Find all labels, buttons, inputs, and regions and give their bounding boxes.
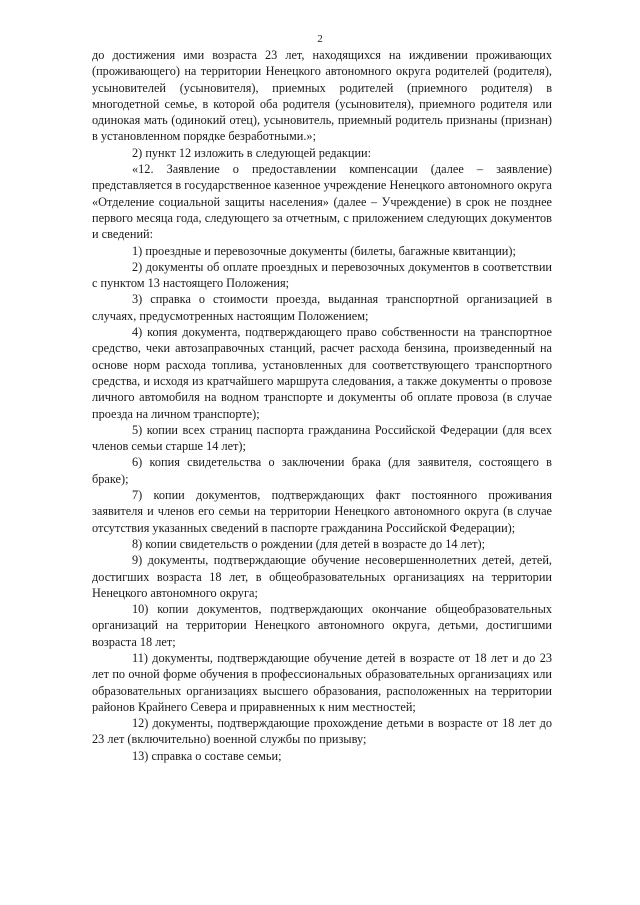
paragraph: 2) документы об оплате проездных и перевозочных документов в соответствии с пунктом 13 настоящего Положения; <box>92 259 552 291</box>
paragraph: 9) документы, подтверждающие обучение несовершеннолетних детей, детей, достигших возраста 18 лет, в общеобразовательных организациях на территории Ненецкого автономного округа; <box>92 553 552 600</box>
paragraph: 6) копия свидетельства о заключении брака (для заявителя, состоящего в браке); <box>92 455 552 486</box>
paragraph: 10) копии документов, подтверждающих окончание общеобразовательных организаций на территории Ненецкого автономного округа, детьми, достигшими возраста 18 лет; <box>92 602 552 649</box>
paragraph: до достижения ими возраста 23 лет, находящихся на иждивении проживающих (проживающего) на территории Ненецкого автономного округа родителей (родителя), усыновителей (усыновителя), приемных родителей (приемного родителя) в многодетной семье, в которой оба родителя (усыновителя), приемного родителя или одинокая мать (одинокий отец), усыновитель, приемный родитель признаны (признан) в установленном порядке безработными.»; <box>92 48 552 144</box>
paragraph: «12. Заявление о предоставлении компенсации (далее – заявление) представляется в государственное казенное учреждение Ненецкого автономного округа «Отделение социальной защиты населения» (далее – Учреждение) в срок не позднее первого месяца года, следующего за отчетным, с приложением следующих документов и сведений: <box>92 162 552 242</box>
paragraph: 1) проездные и перевозочные документы (билеты, багажные квитанции); <box>132 243 516 258</box>
paragraph: 13) справка о составе семьи; <box>132 748 282 763</box>
paragraph: 2) пункт 12 изложить в следующей редакции: <box>132 145 372 160</box>
paragraph: 5) копии всех страниц паспорта гражданина Российской Федерации (для всех членов семьи старше 14 лет); <box>92 422 552 454</box>
paragraph: 8) копии свидетельств о рождении (для детей в возрасте до 14 лет); <box>132 536 486 551</box>
paragraph: 3) справка о стоимости проезда, выданная транспортной организацией в случаях, предусмотренных настоящим Положением; <box>92 292 552 323</box>
paragraph: 7) копии документов, подтверждающих факт постоянного проживания заявителя и членов его семьи на территории Ненецкого автономного округа (в случае отсутствия указанных сведений в паспорте гражданина Российской Федерации); <box>92 488 552 535</box>
page-number: 2 <box>317 33 323 45</box>
paragraph: 12) документы, подтверждающие прохождение детьми в возрасте от 18 лет до 23 лет (включительно) военной службы по призыву; <box>92 716 552 747</box>
paragraph: 4) копия документа, подтверждающего право собственности на транспортное средство, чеки автозаправочных станций, расчет расхода бензина, произведенный на основе норм расхода топлива, установленных для соответствующего транспортного средства, и исходя из кратчайшего маршрута следования, а также документы о провозе личного автомобиля на водном транспорте и документы об оплате провоза (в случае проезда на личном транспорте); <box>92 325 552 421</box>
document-body <box>92 47 552 764</box>
paragraph: 11) документы, подтверждающие обучение детей в возрасте от 18 лет и до 23 лет по очной форме обучения в профессиональных образовательных организациях или образовательных организациях высшего образования, расположенных на территории районов Крайнего Севера и приравненных к ним местностей; <box>92 650 552 714</box>
